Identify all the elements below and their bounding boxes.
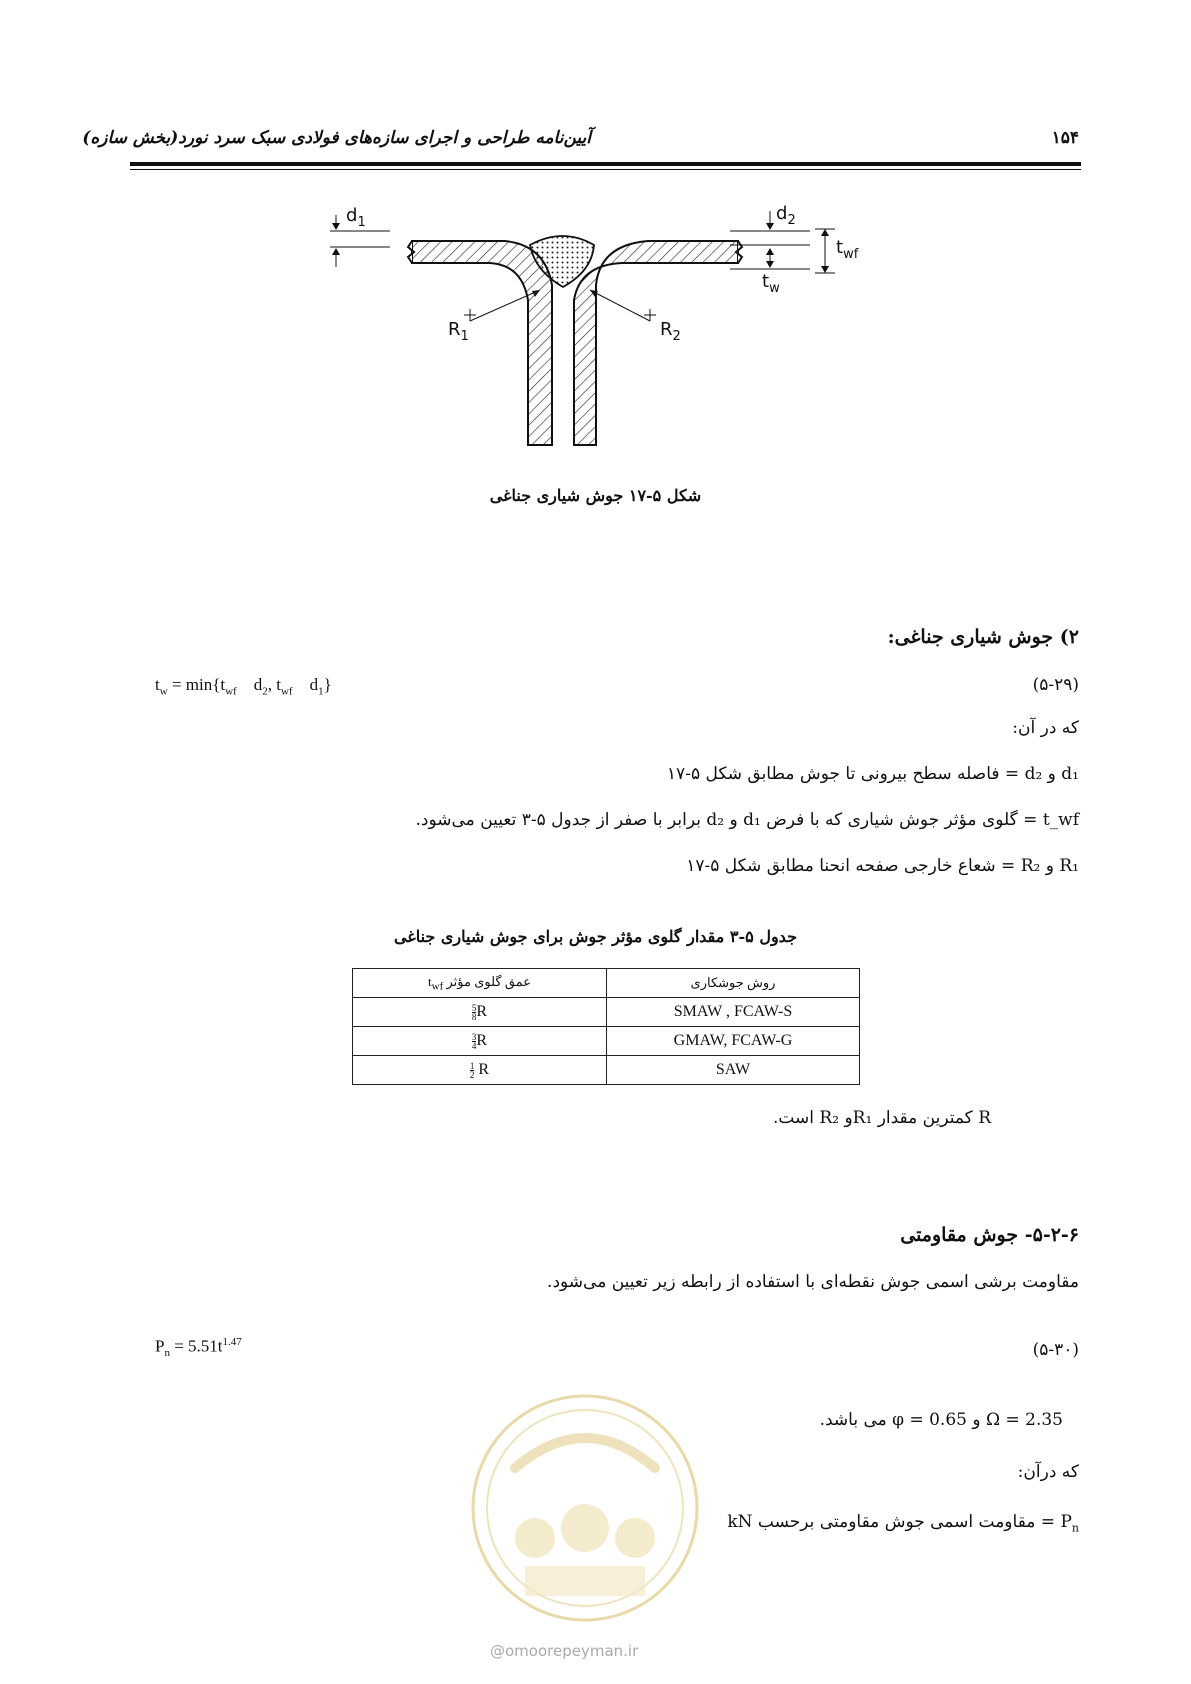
label-twf: $t_{wf}$ [836,237,859,262]
safety-factors: Ω = 2.35 و φ = 0.65 می باشد. [819,1410,1063,1430]
label-d2: $d_2$ [776,205,796,228]
flare-v-groove-weld-figure [330,205,890,455]
watermark-logo [465,1388,705,1628]
table-row [353,998,860,1027]
where-text-2: که درآن: [1017,1462,1079,1482]
definition-d: d₁ و d₂ = فاصله سطح بیرونی تا جوش مطابق شکل ۵-۱۷ [666,764,1079,784]
equation-tw: $t_w = \min\{t_{wf}$ $d_2$, $t_{wf}$ $d_1$} [155,675,332,698]
label-tw: $t_w$ [762,271,780,296]
equation-pn: $P_n = 5.51t^{1.47}$ [155,1336,242,1360]
cell-throat: $\frac{3}{4}$ R [353,1027,607,1056]
definition-pn: $P_n$ = مقاومت اسمی جوش مقاومتی برحسب kN [727,1512,1079,1535]
table-row [353,1056,860,1085]
effective-throat-table [352,968,860,1085]
page-number: ۱۵۴ [1051,128,1079,148]
cell-throat: $\frac{1}{2}$ R [353,1056,607,1085]
figure-caption: شکل ۵-۱۷ جوش شیاری جناغی [489,486,702,505]
section-heading-resistance: ۵-۲-۶- جوش مقاومتی [900,1224,1079,1246]
section-heading-flare-v: ۲) جوش شیاری جناغی: [887,626,1079,648]
equation-number-30: (۵-۳۰) [1032,1340,1079,1360]
table-header-row [353,969,860,998]
cell-method: GMAW, FCAW-G [607,1027,860,1056]
running-header-title: آیین‌نامه طراحی و اجرای سازه‌های فولادی سبک سرد نورد(بخش سازه) [82,128,591,148]
definition-r: R₁ و R₂ = شعاع خارجی صفحه انحنا مطابق شکل ۵-۱۷ [686,856,1079,876]
resistance-intro: مقاومت برشی اسمی جوش نقطه‌ای با استفاده از رابطه زیر تعیین می‌شود. [547,1272,1079,1292]
cell-throat: $\frac{5}{8}$ R [353,998,607,1027]
cell-method: SAW [607,1056,860,1085]
table-caption: جدول ۵-۳ مقدار گلوی مؤثر جوش برای جوش شیاری جناغی [394,927,797,946]
equation-number-29: (۵-۲۹) [1032,675,1079,695]
cell-method: SMAW , FCAW-S [607,998,860,1027]
where-text: که در آن: [1012,718,1079,738]
table-note: R کمترین مقدار R₁و R₂ است. [772,1108,991,1128]
header-depth: عمق گلوی مؤثر $t_{wf}$ [353,969,607,998]
definition-twf: t_wf = گلوی مؤثر جوش شیاری که با فرض d₁ و d₂ برابر با صفر از جدول ۵-۳ تعیین می‌شود. [415,810,1079,830]
label-r2: $R_2$ [660,319,681,344]
table-row [353,1027,860,1056]
header-method: روش جوشکاری [607,969,860,998]
right-curved-plate-body [574,241,738,445]
left-curved-plate [412,241,552,445]
label-r1: $R_1$ [448,319,469,344]
watermark-text: @omoorepeyman.ir [490,1642,639,1660]
header-rule-thin [130,169,1081,170]
label-d1: $d_1$ [346,205,366,230]
header-rule-thick [130,162,1081,166]
